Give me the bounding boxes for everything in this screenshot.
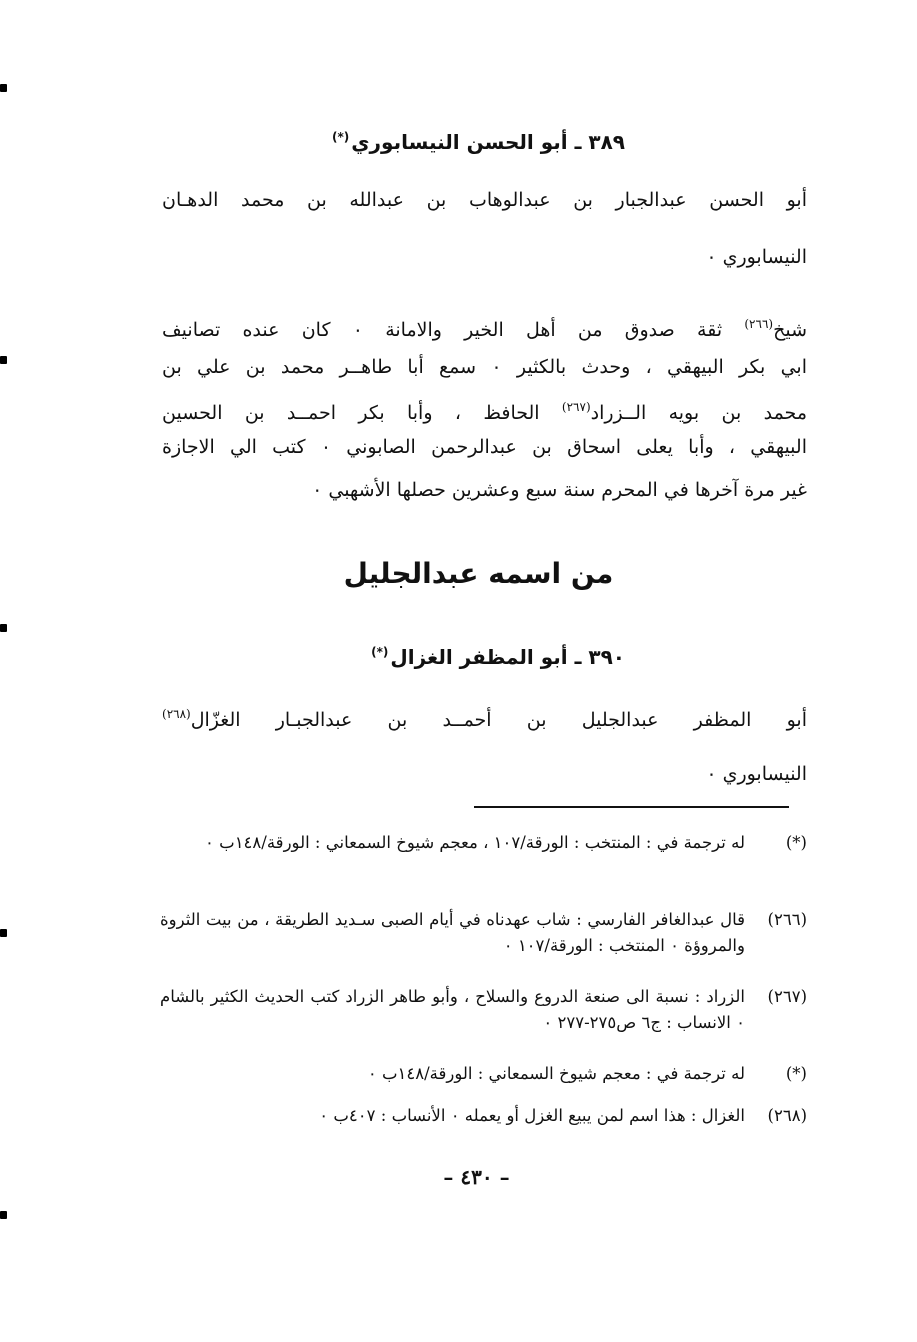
footnote-ref-267: (٢٦٧) <box>561 400 591 414</box>
margin-mark <box>0 84 7 92</box>
entry-390-heading-mark: (*) <box>371 645 389 659</box>
entry-389-body-line-3 <box>162 393 807 427</box>
footnote-number: (٢٦٦) <box>767 910 807 929</box>
entry-389-body-line-5: غير مرة آخرها في المحرم سنة سبع وعشرين حصلها الأشهبي ٠ <box>312 479 807 501</box>
entry-389-heading-text: ٣٨٩ ـ أبو الحسن النيسابوري <box>351 130 625 154</box>
footnote <box>160 1103 807 1129</box>
footnote-text: الغزال : هذا اسم لمن يبيع الغزل أو يعمله ٠ الأنساب : ٤٠٧ب ٠ <box>319 1106 745 1125</box>
section-title: من اسمه عبدالجليل <box>343 557 614 590</box>
footnote <box>160 830 807 856</box>
margin-mark <box>0 356 7 364</box>
footnote-number: (٢٦٧) <box>767 987 807 1006</box>
body-text: أبو المظفر عبدالجليل بن أحمــد بن عبدالجبـار الغزّال <box>190 709 807 731</box>
footnote-rule <box>474 806 789 808</box>
body-text: ثقة صدوق من أهل الخير والامانة ٠ كان عنده تصانيف <box>162 319 745 341</box>
entry-390-line-1 <box>162 700 807 734</box>
body-text: شيخ <box>773 319 807 341</box>
footnote <box>160 907 807 959</box>
entry-389-body-line-4: البيهقي ، وأبا يعلى اسحاق بن عبدالرحمن الصابوني ٠ كتب الي الاجازة <box>162 436 807 458</box>
page-number: – ٤٣٠ – <box>443 1165 510 1189</box>
entry-389-heading-mark: (*) <box>331 130 350 144</box>
entry-389-body-line-1 <box>162 310 807 344</box>
entry-389-body-line-2: ابي بكر البيهقي ، وحدث بالكثير ٠ سمع أبا طاهــر محمد بن علي بن <box>162 356 808 378</box>
entry-390-heading <box>371 637 625 672</box>
footnote-ref-266: (٢٦٦) <box>744 317 774 331</box>
body-text: محمد بن بويه الــزراد <box>590 402 807 424</box>
margin-mark <box>0 929 7 937</box>
margin-mark <box>0 624 7 632</box>
entry-390-heading-text: ٣٩٠ ـ أبو المظفر الغزال <box>390 645 625 669</box>
footnote-number: (٢٦٨) <box>767 1106 807 1125</box>
footnote-number: (*) <box>785 833 807 852</box>
margin-mark <box>0 1211 7 1219</box>
footnote-text: قال عبدالغافر الفارسي : شاب عهدناه في أيام الصبى سـديد الطريقة ، من بيت الثروة والمروؤة ٠ المنتخب : الورقة/١٠٧ ٠ <box>160 910 745 955</box>
entry-389-line-2: النيسابوري ٠ <box>706 246 807 268</box>
body-text: الحافظ ، وأبا بكر احمــد بن الحسين <box>162 402 562 424</box>
footnote-number: (*) <box>785 1064 807 1083</box>
entry-390-line-2: النيسابوري ٠ <box>706 763 807 785</box>
footnote-text: له ترجمة في : المنتخب : الورقة/١٠٧ ، معجم شيوخ السمعاني : الورقة/١٤٨ب ٠ <box>205 833 745 852</box>
footnote-text: الزراد : نسبة الى صنعة الدروع والسلاح ، وأبو طاهر الزراد كتب الحديث الكثير بالشام ٠ الانساب : ج٦ ص٢٧٥-٢٧٧ ٠ <box>160 987 745 1032</box>
footnote <box>160 984 807 1036</box>
footnote-ref-268: (٢٦٨) <box>162 707 191 721</box>
entry-389-line-1: أبو الحسن عبدالجبار بن عبدالوهاب بن عبدالله بن محمد الدهـان <box>162 189 807 211</box>
entry-389-heading <box>332 122 625 157</box>
footnote <box>160 1061 807 1087</box>
footnote-text: له ترجمة في : معجم شيوخ السمعاني : الورقة/١٤٨ب ٠ <box>367 1064 745 1083</box>
